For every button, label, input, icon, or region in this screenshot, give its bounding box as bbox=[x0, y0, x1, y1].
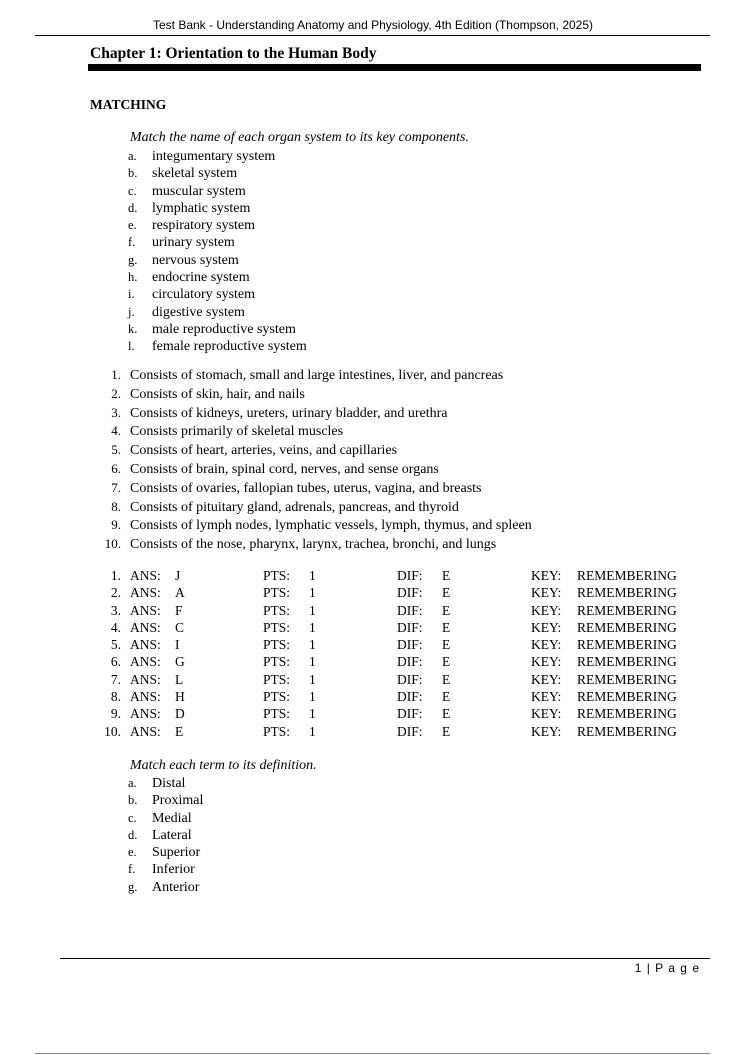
ans-label: ANS: bbox=[130, 671, 161, 687]
answer-row bbox=[95, 567, 695, 584]
pts-label: PTS: bbox=[263, 585, 291, 601]
option-item bbox=[128, 792, 203, 809]
part1-option-list bbox=[128, 148, 307, 356]
dif-value: E bbox=[442, 619, 451, 635]
ans-label: ANS: bbox=[130, 706, 161, 722]
option-text: skeletal system bbox=[152, 166, 238, 182]
ans-value: G bbox=[175, 654, 185, 670]
dif-value: E bbox=[442, 637, 451, 653]
option-letter: a. bbox=[128, 776, 137, 790]
option-item bbox=[128, 183, 307, 200]
key-label: KEY: bbox=[531, 723, 562, 739]
option-letter: h. bbox=[128, 270, 138, 285]
option-item bbox=[128, 286, 307, 303]
dif-label: DIF: bbox=[397, 568, 423, 583]
dif-value: E bbox=[442, 689, 451, 705]
chapter-divider bbox=[88, 64, 701, 71]
question-text: Consists of pituitary gland, adrenals, pancreas, and thyroid bbox=[130, 499, 459, 515]
answer-row bbox=[95, 653, 695, 670]
option-letter: k. bbox=[128, 321, 138, 336]
option-letter: e. bbox=[128, 845, 137, 860]
option-item bbox=[128, 879, 203, 896]
dif-value: E bbox=[442, 568, 451, 583]
option-text: Inferior bbox=[152, 862, 195, 878]
pts-label: PTS: bbox=[263, 706, 291, 722]
option-letter: d. bbox=[128, 827, 138, 842]
option-item bbox=[128, 234, 307, 251]
page-header: Test Bank - Understanding Anatomy and Physiology, 4th Edition (Thompson, 2025) bbox=[152, 18, 594, 32]
footer-divider bbox=[60, 958, 710, 959]
question-number: 1. bbox=[111, 367, 121, 382]
option-item bbox=[128, 844, 203, 861]
answer-number: 6. bbox=[110, 654, 121, 670]
answer-number: 2. bbox=[110, 585, 121, 601]
question-number: 5. bbox=[111, 442, 121, 458]
option-text: Medial bbox=[152, 810, 192, 826]
ans-label: ANS: bbox=[130, 585, 161, 601]
option-item bbox=[128, 321, 307, 338]
key-label: KEY: bbox=[531, 706, 562, 722]
dif-label: DIF: bbox=[397, 637, 423, 653]
question-number: 10. bbox=[104, 536, 121, 552]
option-letter: c. bbox=[128, 810, 137, 825]
pts-value: 1 bbox=[309, 671, 316, 687]
pts-label: PTS: bbox=[263, 637, 291, 653]
key-value: REMEMBERING bbox=[577, 671, 677, 687]
option-letter: f. bbox=[128, 235, 136, 250]
key-label: KEY: bbox=[531, 654, 562, 670]
answer-key bbox=[95, 567, 695, 740]
option-item bbox=[128, 775, 203, 792]
question-item bbox=[95, 535, 532, 554]
key-value: REMEMBERING bbox=[577, 689, 677, 705]
pts-label: PTS: bbox=[263, 689, 291, 705]
key-value: REMEMBERING bbox=[577, 585, 677, 601]
ans-value: I bbox=[175, 637, 180, 653]
pts-value: 1 bbox=[309, 706, 316, 722]
question-text: Consists of brain, spinal cord, nerves, and sense organs bbox=[130, 461, 439, 477]
question-number: 2. bbox=[111, 385, 121, 401]
question-item bbox=[95, 366, 532, 385]
question-number: 9. bbox=[111, 517, 121, 533]
option-letter: c. bbox=[128, 183, 137, 198]
pts-value: 1 bbox=[309, 568, 316, 583]
key-label: KEY: bbox=[531, 568, 562, 583]
option-letter: b. bbox=[128, 166, 138, 181]
dif-label: DIF: bbox=[397, 654, 423, 670]
dif-label: DIF: bbox=[397, 689, 423, 705]
answer-number: 7. bbox=[110, 671, 121, 687]
ans-label: ANS: bbox=[130, 637, 161, 653]
dif-value: E bbox=[442, 585, 451, 601]
option-text: urinary system bbox=[152, 235, 235, 251]
ans-value: H bbox=[175, 689, 185, 705]
pts-label: PTS: bbox=[263, 723, 291, 739]
option-letter: f. bbox=[128, 862, 136, 877]
pts-label: PTS: bbox=[263, 568, 291, 583]
answer-row bbox=[95, 705, 695, 722]
key-value: REMEMBERING bbox=[577, 619, 677, 635]
key-label: KEY: bbox=[531, 585, 562, 601]
dif-label: DIF: bbox=[397, 619, 423, 635]
option-text: Lateral bbox=[152, 827, 192, 843]
ans-label: ANS: bbox=[130, 602, 161, 618]
key-label: KEY: bbox=[531, 619, 562, 635]
option-item bbox=[128, 200, 307, 217]
option-text: male reproductive system bbox=[152, 321, 296, 337]
option-text: Proximal bbox=[152, 793, 204, 809]
question-item bbox=[95, 422, 532, 441]
option-item bbox=[128, 827, 203, 844]
question-number: 3. bbox=[111, 404, 121, 420]
key-value: REMEMBERING bbox=[577, 602, 677, 618]
ans-value: D bbox=[175, 706, 185, 722]
answer-row bbox=[95, 584, 695, 601]
answer-number: 10. bbox=[104, 723, 121, 739]
header-divider bbox=[35, 35, 710, 36]
chapter-title: Chapter 1: Orientation to the Human Body bbox=[90, 45, 377, 62]
pts-value: 1 bbox=[309, 602, 316, 618]
pts-label: PTS: bbox=[263, 602, 291, 618]
question-number: 6. bbox=[111, 460, 121, 476]
ans-label: ANS: bbox=[130, 619, 161, 635]
option-text: muscular system bbox=[152, 183, 246, 199]
answer-number: 9. bbox=[110, 706, 121, 722]
option-text: Superior bbox=[152, 845, 201, 861]
question-item bbox=[95, 479, 532, 498]
question-item bbox=[95, 404, 532, 423]
option-item bbox=[128, 148, 307, 165]
option-text: integumentary system bbox=[152, 149, 276, 164]
question-text: Consists of lymph nodes, lymphatic vessels, lymph, thymus, and spleen bbox=[130, 518, 532, 534]
pts-label: PTS: bbox=[263, 671, 291, 687]
ans-value: A bbox=[175, 585, 185, 601]
dif-label: DIF: bbox=[397, 706, 423, 722]
option-item bbox=[128, 304, 307, 321]
pts-value: 1 bbox=[309, 637, 316, 653]
ans-label: ANS: bbox=[130, 689, 161, 705]
option-text: endocrine system bbox=[152, 270, 250, 286]
option-letter: e. bbox=[128, 218, 137, 233]
answer-number: 8. bbox=[110, 689, 121, 705]
option-text: respiratory system bbox=[152, 218, 256, 234]
option-text: digestive system bbox=[152, 304, 245, 320]
option-letter: d. bbox=[128, 200, 138, 215]
key-label: KEY: bbox=[531, 689, 562, 705]
option-letter: g. bbox=[128, 879, 138, 894]
part2-option-list bbox=[128, 775, 203, 896]
question-text: Consists primarily of skeletal muscles bbox=[130, 424, 344, 440]
answer-row bbox=[95, 602, 695, 619]
option-letter: g. bbox=[128, 252, 138, 267]
question-item bbox=[95, 460, 532, 479]
key-value: REMEMBERING bbox=[577, 568, 677, 583]
question-text: Consists of skin, hair, and nails bbox=[130, 386, 305, 402]
option-text: nervous system bbox=[152, 252, 239, 268]
question-text: Consists of kidneys, ureters, urinary bladder, and urethra bbox=[130, 405, 448, 421]
ans-label: ANS: bbox=[130, 654, 161, 670]
option-text: circulatory system bbox=[152, 287, 256, 303]
question-text: Consists of stomach, small and large intestines, liver, and pancreas bbox=[130, 368, 504, 383]
section-title: MATCHING bbox=[90, 97, 167, 112]
answer-number: 5. bbox=[110, 637, 121, 653]
key-value: REMEMBERING bbox=[577, 637, 677, 653]
ans-value: L bbox=[175, 671, 184, 687]
dif-value: E bbox=[442, 602, 451, 618]
dif-value: E bbox=[442, 671, 451, 687]
question-text: Consists of heart, arteries, veins, and capillaries bbox=[130, 443, 398, 459]
option-item bbox=[128, 861, 203, 878]
key-value: REMEMBERING bbox=[577, 654, 677, 670]
pts-value: 1 bbox=[309, 585, 316, 601]
key-value: REMEMBERING bbox=[577, 723, 677, 739]
key-value: REMEMBERING bbox=[577, 706, 677, 722]
dif-label: DIF: bbox=[397, 602, 423, 618]
pts-value: 1 bbox=[309, 654, 316, 670]
question-list bbox=[95, 366, 532, 554]
pts-value: 1 bbox=[309, 723, 316, 739]
answer-row bbox=[95, 619, 695, 636]
question-item bbox=[95, 441, 532, 460]
dif-value: E bbox=[442, 706, 451, 722]
dif-label: DIF: bbox=[397, 671, 423, 687]
answer-number: 4. bbox=[110, 619, 121, 635]
question-text: Consists of ovaries, fallopian tubes, uterus, vagina, and breasts bbox=[130, 480, 482, 496]
question-number: 4. bbox=[111, 423, 121, 439]
pts-label: PTS: bbox=[263, 619, 291, 635]
question-item bbox=[95, 498, 532, 517]
option-letter: j. bbox=[128, 304, 135, 319]
dif-value: E bbox=[442, 654, 451, 670]
dif-label: DIF: bbox=[397, 585, 423, 601]
pts-value: 1 bbox=[309, 619, 316, 635]
option-item bbox=[128, 217, 307, 234]
question-text: Consists of the nose, pharynx, larynx, trachea, bronchi, and lungs bbox=[130, 537, 497, 553]
ans-label: ANS: bbox=[130, 568, 161, 583]
option-letter: i. bbox=[128, 287, 135, 302]
option-letter: b. bbox=[128, 793, 138, 808]
ans-label: ANS: bbox=[130, 723, 161, 739]
option-item bbox=[128, 810, 203, 827]
question-item bbox=[95, 385, 532, 404]
option-item bbox=[128, 338, 307, 355]
question-number: 7. bbox=[111, 479, 121, 495]
answer-number: 1. bbox=[110, 568, 121, 583]
option-text: Anterior bbox=[152, 879, 200, 895]
dif-value: E bbox=[442, 723, 451, 739]
option-text: female reproductive system bbox=[152, 339, 307, 355]
answer-row bbox=[95, 671, 695, 688]
answer-row bbox=[95, 636, 695, 653]
key-label: KEY: bbox=[531, 637, 562, 653]
part1-instruction: Match the name of each organ system to its key components. bbox=[130, 130, 469, 145]
option-item bbox=[128, 252, 307, 269]
part2-instruction: Match each term to its definition. bbox=[130, 758, 317, 773]
answer-number: 3. bbox=[110, 602, 121, 618]
page-number: 1 | P a g e bbox=[634, 961, 700, 975]
question-item bbox=[95, 516, 532, 535]
dif-label: DIF: bbox=[397, 723, 423, 739]
ans-value: C bbox=[175, 619, 185, 635]
option-text: Distal bbox=[152, 776, 186, 791]
option-item bbox=[128, 165, 307, 182]
ans-value: F bbox=[175, 602, 183, 618]
question-number: 8. bbox=[111, 498, 121, 514]
pts-label: PTS: bbox=[263, 654, 291, 670]
answer-row bbox=[95, 688, 695, 705]
page-bottom-edge bbox=[35, 1053, 710, 1054]
key-label: KEY: bbox=[531, 602, 562, 618]
option-item bbox=[128, 269, 307, 286]
key-label: KEY: bbox=[531, 671, 562, 687]
ans-value: E bbox=[175, 723, 184, 739]
pts-value: 1 bbox=[309, 689, 316, 705]
answer-row bbox=[95, 723, 695, 740]
option-text: lymphatic system bbox=[152, 200, 251, 216]
option-letter: l. bbox=[128, 339, 135, 354]
option-letter: a. bbox=[128, 149, 137, 163]
ans-value: J bbox=[175, 568, 181, 583]
